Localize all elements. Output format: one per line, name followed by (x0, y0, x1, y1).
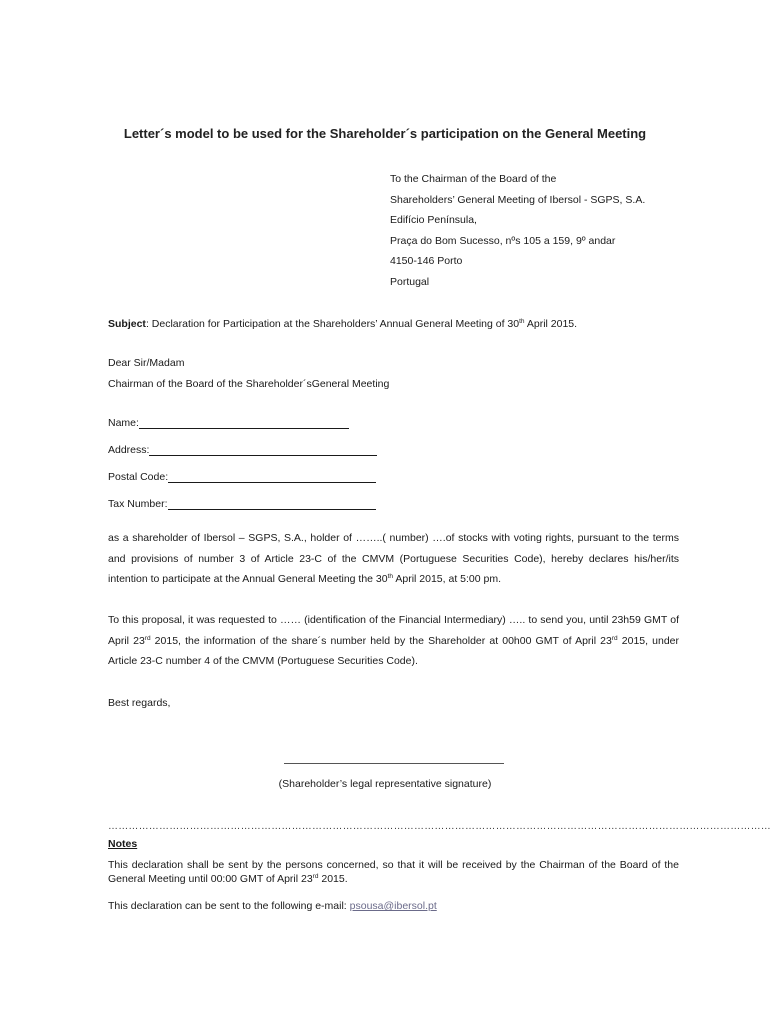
address-field[interactable] (108, 443, 377, 456)
recipient-line: Praça do Bom Sucesso, nºs 105 a 159, 9º andar (390, 234, 616, 247)
address-blank-line[interactable] (149, 443, 377, 456)
salutation-line: Dear Sir/Madam (108, 357, 185, 369)
request-text-2: 2015, the information of the share´s number held by the Shareholder at 00h00 GMT of April 23 (150, 634, 612, 647)
request-text-1: To this proposal, it was requested to …… (identification of the Financial Intermediary) ….. to send you, until 23h59 GMT of April 23 (108, 614, 679, 647)
recipient-line: Edifício Península, (390, 214, 477, 227)
notes-sup: rd (312, 873, 319, 880)
recipient-line: Portugal (390, 275, 430, 288)
subject-text-end: April 2015. (524, 318, 578, 330)
notes-text-1: This declaration shall be sent by the persons concerned, so that it will be received by the Chairman of the Board of the General Meeting until 00:00 GMT of April 23 (108, 859, 679, 885)
recipient-line: 4150-146 Porto (390, 255, 463, 268)
name-field[interactable] (108, 416, 349, 429)
salutation-line: Chairman of the Board of the Shareholder´sGeneral Meeting (108, 377, 390, 390)
declaration-text: as a shareholder of Ibersol – SGPS, S.A., holder of ……..( number) ….of stocks with voting rights, pursuant to the terms and provisions of number 3 of Article 23-C of the CMVM (Portuguese Securities Code), hereby declares his/her/its intention to participate at the Annual General Meeting the 30 (108, 532, 679, 586)
dotted-separator: …………………………………………………………………………………………………………………………………………………………………………… (108, 821, 771, 832)
tax-number-label: Tax Number: (108, 498, 168, 510)
subject-sup: th (519, 318, 525, 325)
declaration-text-end: April 2015, at 5:00 pm. (393, 573, 502, 586)
request-text-3: 2015, under Article 23-C number 4 of the CMVM (Portuguese Securities Code). (108, 634, 679, 668)
subject-line (108, 314, 679, 335)
name-label: Name: (108, 417, 139, 429)
declaration-paragraph (108, 528, 679, 590)
tax-number-blank-line[interactable] (168, 497, 376, 510)
notes-heading: Notes (108, 838, 138, 850)
notes-text-2: This declaration can be sent to the following e-mail: (108, 900, 350, 912)
postal-code-blank-line[interactable] (168, 470, 376, 483)
postal-code-label: Postal Code: (108, 471, 169, 483)
address-label: Address: (108, 444, 150, 456)
recipient-line: To the Chairman of the Board of the (390, 173, 557, 185)
request-sup-2: rd (611, 634, 618, 642)
request-sup-1: rd (144, 634, 151, 642)
recipient-address (390, 172, 645, 296)
salutation (108, 353, 679, 394)
notes-paragraph-1 (108, 858, 679, 886)
signature-caption: (Shareholder’s legal representative signature) (278, 778, 492, 790)
notes-text-1-end: 2015. (318, 873, 348, 885)
closing: Best regards, (108, 697, 171, 709)
page-title: Letter´s model to be used for the Shareholder´s participation on the General Meeting (123, 126, 647, 141)
declaration-sup: th (387, 573, 394, 581)
subject-label: Subject (108, 318, 146, 330)
name-blank-line[interactable] (139, 416, 349, 429)
tax-number-field[interactable] (108, 497, 376, 510)
signature-line[interactable] (284, 763, 504, 764)
recipient-line: Shareholders’ General Meeting of Ibersol - SGPS, S.A. (390, 193, 646, 206)
postal-code-field[interactable] (108, 470, 376, 483)
request-paragraph (108, 610, 679, 672)
subject-text: : Declaration for Participation at the Shareholders’ Annual General Meeting of 30 (145, 318, 520, 330)
notes-paragraph-2 (108, 899, 679, 913)
email-link[interactable]: psousa@ibersol.pt (349, 900, 437, 912)
